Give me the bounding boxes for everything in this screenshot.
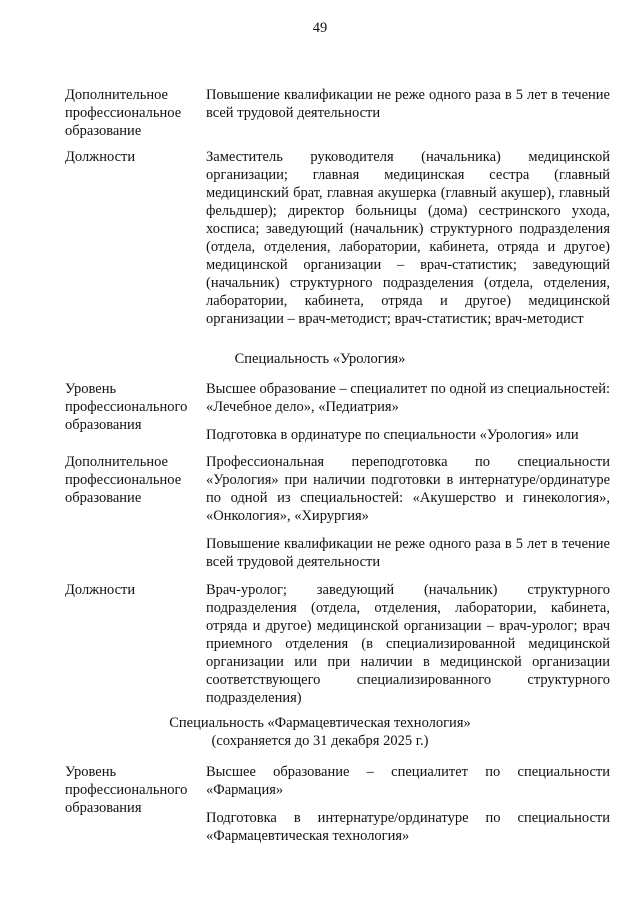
- row-label: Дополнительное профессиональное образование: [65, 454, 182, 506]
- paragraph: Повышение квалификации не реже одного раза в 5 лет в течение всей трудовой деятельности: [206, 536, 610, 570]
- row-label: Должности: [65, 149, 136, 165]
- specialty-heading-urology: Специальность «Урология»: [234, 351, 406, 367]
- paragraph: Повышение квалификации не реже одного раза в 5 лет в течение всей трудовой деятельности: [206, 87, 610, 121]
- paragraph: Врач-уролог; заведующий (начальник) структурного подразделения (отдела, отделения, лаборатории, кабинета, отряда и другое) медицинской организации – врач-уролог; врач приемного отделения (в специализированной медицинской организации или при наличии в медицинской организации соответствующего специализированного структурного подразделения): [206, 582, 610, 706]
- paragraph: Подготовка в ординатуре по специальности «Урология» или: [206, 427, 579, 443]
- row-content: [206, 763, 610, 845]
- row-label: Дополнительное профессиональное образование: [65, 87, 182, 139]
- row-label: Уровень профессионального образования: [65, 381, 188, 433]
- row-content: [206, 581, 610, 707]
- page-number: 49: [312, 20, 328, 36]
- paragraph: Высшее образование – специалитет по специальности «Фармация»: [206, 764, 610, 798]
- row-label: Должности: [65, 582, 136, 598]
- paragraph: Заместитель руководителя (начальника) медицинской организации; главная медицинская сестра (главный медицинский брат, главная акушерка (главный акушер), главный фельдшер); директор больницы (дома) сестринского ухода, хосписа; заведующий (начальник) структурного подразделения (отдела, отделения, лаборатории, кабинета, отряда и другое) медицинской организации – врач-статистик; заведующий (начальник) структурного подразделения (отдела, отделения, лаборатории, кабинета, отряда и другое) медицинской организации – врач-методист; врач-статистик; врач-методист: [206, 149, 610, 327]
- paragraph: Высшее образование – специалитет по одной из специальностей: «Лечебное дело», «Педиатрия»: [206, 381, 610, 415]
- row-content: [206, 453, 610, 571]
- paragraph: Профессиональная переподготовка по специальности «Урология» при наличии подготовки в интернатуре/ординатуре по одной из специальностей: «Акушерство и гинекология», «Онкология», «Хирургия»: [206, 454, 610, 524]
- row-content: [206, 86, 610, 122]
- row-content: [206, 148, 610, 328]
- paragraph: Подготовка в интернатуре/ординатуре по специальности «Фармацевтическая технология»: [206, 810, 610, 844]
- specialty-heading-pharmaceutical-technology: Специальность «Фармацевтическая технология»: [169, 715, 471, 731]
- specialty-heading-note: (сохраняется до 31 декабря 2025 г.): [211, 733, 429, 749]
- row-label: Уровень профессионального образования: [65, 764, 188, 816]
- row-content: [206, 380, 610, 444]
